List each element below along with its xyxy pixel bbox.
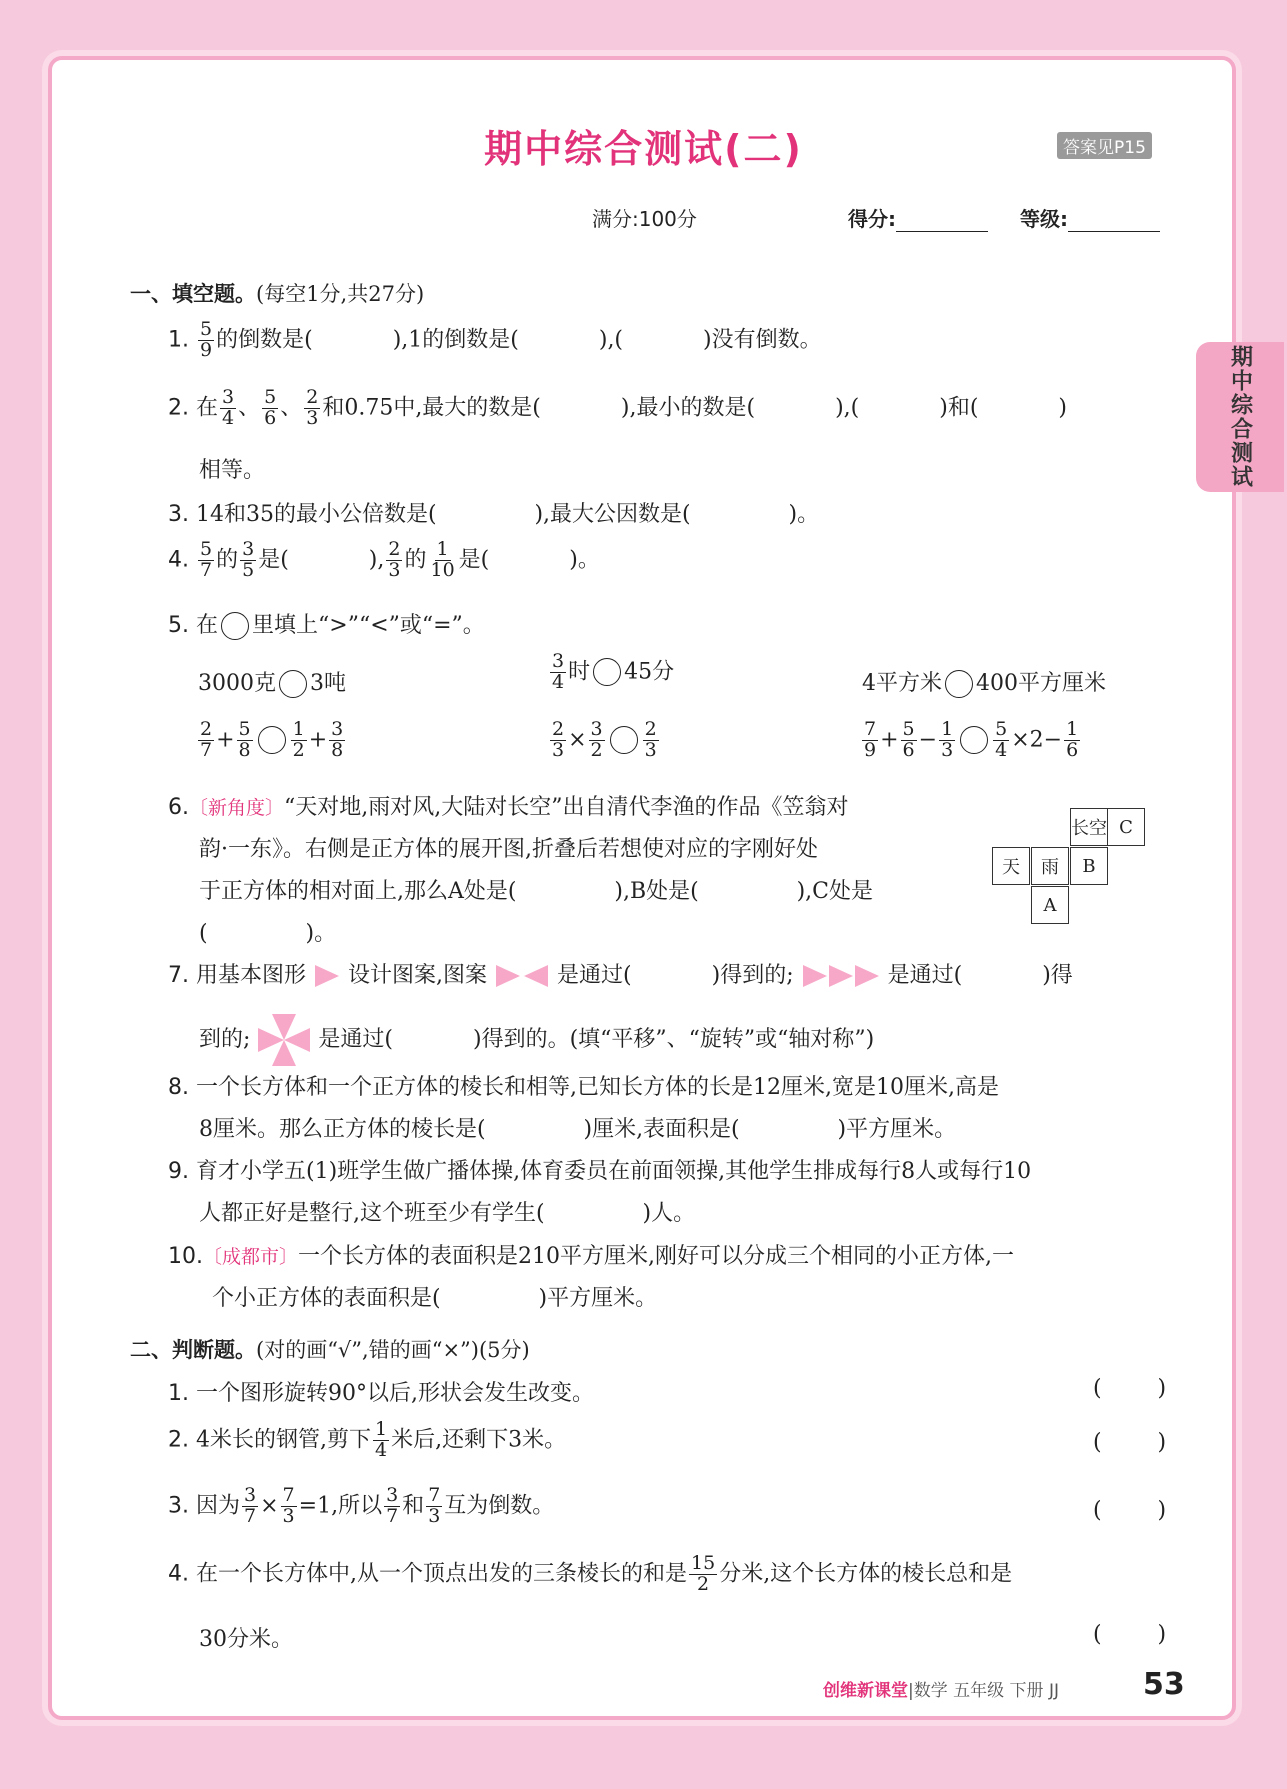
triangle-shape-icon <box>313 963 341 989</box>
numerator: 3 <box>552 650 565 672</box>
text: )没有倒数。 <box>703 327 822 353</box>
denominator: 10 <box>430 558 455 581</box>
text: 3000克 <box>198 671 276 696</box>
denominator: 3 <box>282 1504 295 1527</box>
fraction <box>550 652 566 693</box>
q5-row1-a <box>198 666 346 698</box>
side-tab <box>1196 342 1284 492</box>
q1-8 <box>168 1070 999 1101</box>
fraction <box>281 1486 297 1527</box>
text: ) <box>1058 395 1067 421</box>
text: 是( <box>258 547 289 573</box>
fraction <box>198 320 214 361</box>
numerator: 2 <box>200 718 213 740</box>
text: 的倒数是( <box>216 327 313 353</box>
page-title: 期中综合测试(二) <box>484 127 803 171</box>
grade-label: 等级: <box>1020 207 1068 231</box>
q1-10 <box>168 1239 1014 1270</box>
q1-5 <box>168 608 485 640</box>
numerator: 5 <box>995 718 1008 740</box>
q5-row2-b <box>548 720 661 761</box>
denominator: 2 <box>292 738 305 761</box>
rotated-triangles-icon <box>257 1013 311 1067</box>
numerator: 2 <box>306 386 319 408</box>
q5-row1-b <box>548 652 674 693</box>
denominator: 3 <box>428 1504 441 1527</box>
denominator: 6 <box>264 406 277 429</box>
operator: + <box>308 727 328 753</box>
text: 45分 <box>624 659 675 685</box>
fraction <box>304 388 320 429</box>
text: 因为 <box>196 1493 241 1519</box>
denominator: 5 <box>242 558 255 581</box>
grade-blank <box>1068 213 1160 232</box>
question-number: 8. <box>168 1075 189 1100</box>
text: 分米,这个长方体的棱长总和是 <box>719 1561 1013 1587</box>
text: ),( <box>835 395 860 421</box>
fraction <box>550 720 566 761</box>
fraction <box>240 540 256 581</box>
fraction <box>198 540 214 581</box>
score-label: 得分: <box>848 207 896 231</box>
numerator: 7 <box>864 718 877 740</box>
text: 的 <box>216 547 239 573</box>
numerator: 3 <box>242 538 255 560</box>
fraction <box>373 1420 389 1461</box>
text: =1,所以 <box>298 1493 383 1519</box>
text: 用基本图形 <box>196 963 307 988</box>
text: “天对地,雨对风,大陆对长空”出自清代李渔的作品《笠翁对 <box>284 795 849 820</box>
numerator: 1 <box>436 538 449 560</box>
q2-2 <box>168 1420 566 1461</box>
q1-4 <box>168 540 600 581</box>
q2-4-l2: 30分米。 <box>199 1627 293 1652</box>
denominator: 8 <box>238 738 251 761</box>
numerator: 15 <box>691 1552 716 1574</box>
full-score: 满分:100分 <box>592 207 697 231</box>
operator: − <box>918 727 938 753</box>
numerator: 5 <box>238 718 251 740</box>
page-number: 53 <box>1143 1667 1185 1702</box>
numerator: 7 <box>428 1484 441 1506</box>
question-number: 3. <box>168 1493 189 1519</box>
numerator: 2 <box>644 718 657 740</box>
q1-1 <box>168 320 822 361</box>
denominator: 4 <box>552 670 565 693</box>
question-number: 10. <box>168 1244 203 1269</box>
text: 4平方米 <box>862 671 942 696</box>
section2-note: (对的画“√”,错的画“×”)(5分) <box>256 1338 530 1362</box>
denominator: 7 <box>200 738 213 761</box>
denominator: 6 <box>902 738 915 761</box>
question-number: 2. <box>168 395 189 421</box>
q5-row2-a <box>196 720 347 761</box>
denominator: 2 <box>697 1572 710 1595</box>
q1-10-l2: 个小正方体的表面积是( )平方厘米。 <box>212 1286 658 1311</box>
text: )。 <box>569 547 600 573</box>
operator: × <box>568 727 587 753</box>
q2-1 <box>168 1376 594 1407</box>
fraction <box>428 540 456 581</box>
text: 设计图案,图案 <box>348 963 488 988</box>
numerator: 5 <box>200 318 213 340</box>
fraction <box>862 720 878 761</box>
q1-6-l2: 韵·一东》。右侧是正方体的展开图,折叠后若想使对应的字刚好处 <box>199 837 818 862</box>
question-number: 1. <box>168 1381 189 1406</box>
net-cell: C <box>1107 808 1145 846</box>
text: ), <box>368 547 385 573</box>
text: 是通过( <box>318 1027 394 1052</box>
text: 3吨 <box>310 671 346 696</box>
text: 米后,还剩下3米。 <box>391 1427 567 1453</box>
fraction <box>643 720 659 761</box>
answer-reference-badge: 答案见P15 <box>1057 132 1152 159</box>
brand-name: 创维新课堂 <box>823 1681 908 1701</box>
numerator: 3 <box>222 386 235 408</box>
text: )和( <box>939 395 979 421</box>
fraction <box>589 720 605 761</box>
text: )得 <box>1042 963 1073 988</box>
denominator: 7 <box>200 558 213 581</box>
text: 在 <box>196 613 219 638</box>
new-angle-tag: 〔新角度〕 <box>189 797 285 819</box>
numerator: 1 <box>292 718 305 740</box>
question-number: 1. <box>168 327 189 353</box>
numerator: 3 <box>331 718 344 740</box>
text: 是( <box>458 547 490 573</box>
answer-paren[interactable]: ( ) <box>1093 1498 1167 1523</box>
fraction <box>939 720 955 761</box>
operator: + <box>880 727 899 753</box>
denominator: 3 <box>552 738 565 761</box>
text: 一个图形旋转90°以后,形状会发生改变。 <box>196 1381 594 1406</box>
denominator: 3 <box>644 738 657 761</box>
section1-note: (每空1分,共27分) <box>256 282 425 306</box>
text: 、 <box>280 395 303 421</box>
net-cell: 长空 <box>1070 808 1108 846</box>
operator: × <box>260 1493 279 1519</box>
net-cell: A <box>1031 886 1069 924</box>
q1-9 <box>168 1154 1031 1185</box>
numerator: 3 <box>386 1484 399 1506</box>
compare-circle[interactable] <box>960 726 988 754</box>
denominator: 3 <box>941 738 954 761</box>
numerator: 1 <box>375 1418 388 1440</box>
numerator: 3 <box>244 1484 257 1506</box>
numerator: 5 <box>902 718 915 740</box>
q1-9-l2: 人都正好是整行,这个班至少有学生( )人。 <box>199 1201 696 1226</box>
fraction <box>242 1486 258 1527</box>
compare-circle[interactable] <box>610 726 638 754</box>
q2-3 <box>168 1486 554 1527</box>
text: 14和35的最小公倍数是( ),最大公因数是( )。 <box>196 502 820 527</box>
book-info: 数学 五年级 下册 JJ <box>913 1681 1059 1701</box>
denominator: 4 <box>375 1438 388 1461</box>
operator: ×2− <box>1011 727 1063 753</box>
section1-title: 一、填空题。 <box>130 282 256 306</box>
denominator: 7 <box>386 1504 399 1527</box>
question-number: 7. <box>168 963 189 988</box>
denominator: 9 <box>200 338 213 361</box>
text: 4米长的钢管,剪下 <box>196 1427 371 1453</box>
text: 时 <box>568 659 591 685</box>
compare-circle[interactable] <box>279 670 307 698</box>
section2-title: 二、判断题。 <box>130 1338 256 1362</box>
separator: | <box>908 1681 914 1701</box>
denominator: 7 <box>244 1504 257 1527</box>
q1-7 <box>168 958 1073 989</box>
denominator: 8 <box>331 738 344 761</box>
q1-6 <box>168 790 849 821</box>
score-blank <box>896 213 988 232</box>
compare-circle[interactable] <box>258 726 286 754</box>
q1-2 <box>168 388 1067 429</box>
denominator: 4 <box>222 406 235 429</box>
text: 里填上“>”“<”或“=”。 <box>252 613 485 638</box>
answer-paren[interactable]: ( ) <box>1093 1430 1167 1455</box>
fraction <box>262 388 278 429</box>
numerator: 5 <box>264 386 277 408</box>
text: 和0.75中,最大的数是( <box>322 395 541 421</box>
answer-paren[interactable]: ( ) <box>1093 1622 1167 1647</box>
question-number: 5. <box>168 613 189 638</box>
mirrored-triangles-icon <box>494 963 550 989</box>
question-number: 4. <box>168 547 189 573</box>
numerator: 7 <box>282 1484 295 1506</box>
text: 育才小学五(1)班学生做广播体操,体育委员在前面领操,其他学生排成每行8人或每行10 <box>196 1159 1032 1184</box>
numerator: 2 <box>388 538 401 560</box>
footer-brand <box>823 1676 1059 1701</box>
numerator: 3 <box>590 718 603 740</box>
net-cell: B <box>1070 847 1108 885</box>
text: 互为倒数。 <box>444 1493 555 1519</box>
text: )得到的。(填“平移”、“旋转”或“轴对称”) <box>473 1027 875 1052</box>
answer-paren[interactable]: ( ) <box>1093 1376 1167 1401</box>
q1-6-l4: ( )。 <box>199 921 337 946</box>
fraction <box>384 1486 400 1527</box>
fraction <box>1064 720 1080 761</box>
translated-triangles-icon <box>801 963 881 989</box>
text: 在 <box>196 395 219 421</box>
question-number: 9. <box>168 1159 189 1184</box>
denominator: 4 <box>995 738 1008 761</box>
numerator: 1 <box>1066 718 1079 740</box>
q1-8-l2: 8厘米。那么正方体的棱长是( )厘米,表面积是( )平方厘米。 <box>199 1117 957 1142</box>
numerator: 5 <box>200 538 213 560</box>
q1-2-cont: 相等。 <box>199 458 266 483</box>
denominator: 3 <box>306 406 319 429</box>
text: ),最小的数是( <box>620 395 756 421</box>
q2-4 <box>168 1554 1012 1595</box>
question-number: 6. <box>168 795 189 820</box>
fraction <box>901 720 917 761</box>
score-field <box>848 203 988 232</box>
text: 的 <box>404 547 427 573</box>
q1-7-l2 <box>199 1013 874 1067</box>
fraction <box>426 1486 442 1527</box>
text: 是通过( <box>557 963 632 988</box>
region-tag: 〔成都市〕 <box>203 1246 299 1268</box>
q5-row1-c <box>862 666 1106 698</box>
text: 一个长方体的表面积是210平方厘米,刚好可以分成三个相同的小正方体,一 <box>298 1244 1014 1269</box>
text: 和 <box>402 1493 425 1519</box>
text: 到的; <box>199 1027 251 1052</box>
denominator: 6 <box>1066 738 1079 761</box>
text: 400平方厘米 <box>976 671 1106 696</box>
text: ),( <box>598 327 624 353</box>
net-cell: 雨 <box>1031 847 1069 885</box>
grade-field <box>1020 203 1160 232</box>
numerator: 1 <box>941 718 954 740</box>
compare-circle[interactable] <box>945 670 973 698</box>
section1-heading <box>130 278 424 308</box>
question-number: 3. <box>168 502 189 527</box>
fraction <box>993 720 1009 761</box>
fraction <box>329 720 345 761</box>
text: 在一个长方体中,从一个顶点出发的三条棱长的和是 <box>196 1561 687 1587</box>
denominator: 3 <box>388 558 401 581</box>
text: )得到的; <box>711 963 794 988</box>
side-tab-label: 期中综合测试 <box>1227 345 1253 489</box>
fraction <box>220 388 236 429</box>
q1-6-l3: 于正方体的相对面上,那么A处是( ),B处是( ),C处是 <box>199 879 874 904</box>
q5-row2-c <box>860 720 1082 761</box>
denominator: 2 <box>590 738 603 761</box>
compare-circle[interactable] <box>221 612 249 640</box>
text: 、 <box>238 395 261 421</box>
fraction <box>689 1554 717 1595</box>
question-number: 4. <box>168 1561 189 1587</box>
text: 一个长方体和一个正方体的棱长和相等,已知长方体的长是12厘米,宽是10厘米,高是 <box>196 1075 999 1100</box>
fraction <box>386 540 402 581</box>
fraction <box>291 720 307 761</box>
q1-3 <box>168 497 819 528</box>
fraction <box>237 720 253 761</box>
text: 是通过( <box>887 963 963 988</box>
text: ),1的倒数是( <box>392 327 519 353</box>
fraction <box>198 720 214 761</box>
section2-heading <box>130 1334 530 1364</box>
net-cell: 天 <box>992 847 1030 885</box>
compare-circle[interactable] <box>593 658 621 686</box>
numerator: 2 <box>552 718 565 740</box>
denominator: 9 <box>864 738 877 761</box>
question-number: 2. <box>168 1427 189 1453</box>
operator: + <box>216 727 235 753</box>
